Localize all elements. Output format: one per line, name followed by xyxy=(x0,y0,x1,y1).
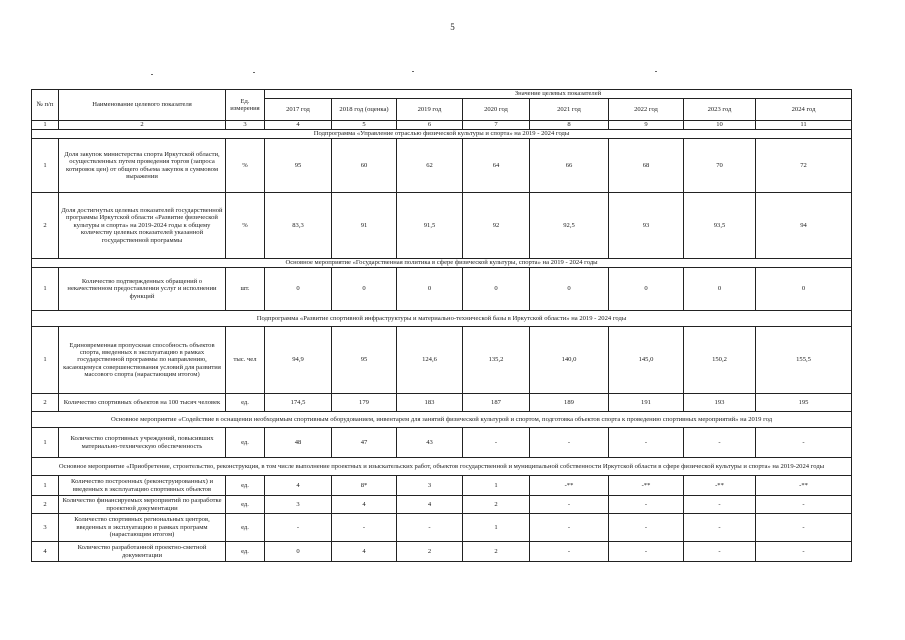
table-row xyxy=(32,193,852,259)
header-values-group: Значение целевых показателей xyxy=(265,90,852,99)
value-cell: - xyxy=(609,542,684,562)
value-cell: - xyxy=(756,496,852,514)
value-cell: 72 xyxy=(756,139,852,193)
indicators-table xyxy=(31,89,852,562)
value-cell: 191 xyxy=(609,394,684,412)
value-cell: 93,5 xyxy=(684,193,756,259)
value-cell: - xyxy=(609,514,684,542)
indicator-name: Количество построенных (реконструированных) и введенных в эксплуатацию спортивных объектов xyxy=(59,476,226,496)
table-row xyxy=(32,428,852,458)
value-cell: 155,5 xyxy=(756,327,852,394)
value-cell: 95 xyxy=(265,139,332,193)
value-cell: 70 xyxy=(684,139,756,193)
section-title: Основное мероприятие «Содействие в оснащении необходимым спортивным оборудованием, инвентарем для занятий физической культурой и спортом, подготовка объектов спорта к проведению спортивных мероприятий» на 2019 год xyxy=(32,412,852,428)
value-cell: 140,0 xyxy=(530,327,609,394)
value-cell: - xyxy=(756,514,852,542)
indicator-name: Количество спортивных учреждений, повысивших материально-техническую обеспеченность xyxy=(59,428,226,458)
unit: % xyxy=(226,193,265,259)
unit: шт. xyxy=(226,268,265,311)
value-cell: - xyxy=(609,428,684,458)
row-number: 4 xyxy=(32,542,59,562)
table-row xyxy=(32,514,852,542)
value-cell: 179 xyxy=(332,394,397,412)
value-cell: 2 xyxy=(463,496,530,514)
value-cell: 94 xyxy=(756,193,852,259)
value-cell: 93 xyxy=(609,193,684,259)
table-row xyxy=(32,327,852,394)
indicator-name: Количество финансируемых мероприятий по разработке проектной документации xyxy=(59,496,226,514)
value-cell: 183 xyxy=(397,394,463,412)
indicator-name: Количество подтвержденных обращений о некачественном предоставлении услуг и исполнении функций xyxy=(59,268,226,311)
value-cell: 91 xyxy=(332,193,397,259)
scan-speck xyxy=(151,74,153,75)
table-row xyxy=(32,496,852,514)
value-cell: 0 xyxy=(530,268,609,311)
value-cell: 0 xyxy=(397,268,463,311)
value-cell: 0 xyxy=(265,542,332,562)
value-cell: 2 xyxy=(463,542,530,562)
value-cell: - xyxy=(530,514,609,542)
value-cell: - xyxy=(530,496,609,514)
value-cell: 189 xyxy=(530,394,609,412)
value-cell: - xyxy=(684,542,756,562)
column-number: 8 xyxy=(530,121,609,130)
value-cell: 43 xyxy=(397,428,463,458)
indicator-name: Доля достигнутых целевых показателей государственной программы Иркутской области «Развитие физической культуры и спорта» на 2019-2024 годы к общему количеству целевых показателей указанной государственной программы xyxy=(59,193,226,259)
header-name: Наименование целевого показателя xyxy=(59,90,226,121)
indicator-name: Количество разработанной проектно-сметной документации xyxy=(59,542,226,562)
row-number: 1 xyxy=(32,268,59,311)
value-cell: 1 xyxy=(463,514,530,542)
value-cell: 92,5 xyxy=(530,193,609,259)
value-cell: 124,6 xyxy=(397,327,463,394)
value-cell: - xyxy=(530,542,609,562)
value-cell: - xyxy=(684,496,756,514)
value-cell: 60 xyxy=(332,139,397,193)
value-cell: 4 xyxy=(332,496,397,514)
value-cell: 150,2 xyxy=(684,327,756,394)
value-cell: 195 xyxy=(756,394,852,412)
row-number: 2 xyxy=(32,193,59,259)
value-cell: 0 xyxy=(463,268,530,311)
table-row xyxy=(32,542,852,562)
table-row xyxy=(32,476,852,496)
row-number: 3 xyxy=(32,514,59,542)
value-cell: -** xyxy=(684,476,756,496)
row-number: 2 xyxy=(32,496,59,514)
value-cell: 62 xyxy=(397,139,463,193)
column-number: 1 xyxy=(32,121,59,130)
column-number: 2 xyxy=(59,121,226,130)
unit: ед. xyxy=(226,394,265,412)
row-number: 1 xyxy=(32,327,59,394)
row-number: 1 xyxy=(32,476,59,496)
value-cell: 2 xyxy=(397,542,463,562)
scan-speck xyxy=(412,71,414,72)
indicator-name: Доля закупок министерства спорта Иркутской области, осуществленных путем проведения торгов (запроса котировок цен) от общего объема закупок в суммовом выражении xyxy=(59,139,226,193)
value-cell: 95 xyxy=(332,327,397,394)
value-cell: - xyxy=(684,428,756,458)
header-year: 2018 год (оценка) xyxy=(332,99,397,121)
column-number: 3 xyxy=(226,121,265,130)
column-number: 9 xyxy=(609,121,684,130)
value-cell: 3 xyxy=(265,496,332,514)
scan-speck xyxy=(253,72,255,73)
value-cell: 135,2 xyxy=(463,327,530,394)
value-cell: - xyxy=(530,428,609,458)
value-cell: 187 xyxy=(463,394,530,412)
value-cell: 48 xyxy=(265,428,332,458)
table-row xyxy=(32,139,852,193)
indicator-name: Количество спортивных объектов на 100 тысяч человек xyxy=(59,394,226,412)
value-cell: - xyxy=(265,514,332,542)
section-title: Основное мероприятие «Государственная политика в сфере физической культуры, спорта» на 2019 - 2024 годы xyxy=(32,259,852,268)
unit: ед. xyxy=(226,542,265,562)
value-cell: -** xyxy=(756,476,852,496)
column-number: 7 xyxy=(463,121,530,130)
value-cell: 0 xyxy=(265,268,332,311)
header-unit: Ед. измерения xyxy=(226,90,265,121)
value-cell: 83,3 xyxy=(265,193,332,259)
value-cell: 4 xyxy=(265,476,332,496)
value-cell: 92 xyxy=(463,193,530,259)
value-cell: 193 xyxy=(684,394,756,412)
column-number: 5 xyxy=(332,121,397,130)
header-year: 2017 год xyxy=(265,99,332,121)
value-cell: - xyxy=(684,514,756,542)
header-num: № п/п xyxy=(32,90,59,121)
column-number: 4 xyxy=(265,121,332,130)
section-title: Подпрограмма «Управление отраслью физической культуры и спорта» на 2019 - 2024 годы xyxy=(32,130,852,139)
unit: ед. xyxy=(226,496,265,514)
value-cell: 4 xyxy=(332,542,397,562)
table-row xyxy=(32,394,852,412)
value-cell: 3 xyxy=(397,476,463,496)
header-year: 2023 год xyxy=(684,99,756,121)
value-cell: 0 xyxy=(332,268,397,311)
value-cell: -** xyxy=(609,476,684,496)
column-number: 11 xyxy=(756,121,852,130)
value-cell: -** xyxy=(530,476,609,496)
indicator-name: Количество спортивных региональных центров, введенных в эксплуатацию в рамках программ (нарастающим итогом) xyxy=(59,514,226,542)
row-number: 1 xyxy=(32,139,59,193)
value-cell: 4 xyxy=(397,496,463,514)
value-cell: - xyxy=(756,542,852,562)
header-year: 2021 год xyxy=(530,99,609,121)
unit: тыс. чел xyxy=(226,327,265,394)
value-cell: - xyxy=(609,496,684,514)
section-title: Подпрограмма «Развитие спортивной инфраструктуры и материально-технической базы в Иркутской области» на 2019 - 2024 годы xyxy=(32,311,852,327)
unit: ед. xyxy=(226,476,265,496)
column-number: 6 xyxy=(397,121,463,130)
value-cell: - xyxy=(397,514,463,542)
section-title: Основное мероприятие «Приобретение, строительство, реконструкция, в том числе выполнение проектных и изыскательских работ, объектов государственной и муниципальной собственности Иркутской области в сфере физической культуры и спорта» на 2019-2024 годы xyxy=(32,458,852,476)
unit: ед. xyxy=(226,428,265,458)
unit: % xyxy=(226,139,265,193)
header-year: 2019 год xyxy=(397,99,463,121)
value-cell: 145,0 xyxy=(609,327,684,394)
value-cell: 0 xyxy=(684,268,756,311)
value-cell: 64 xyxy=(463,139,530,193)
header-year: 2024 год xyxy=(756,99,852,121)
value-cell: - xyxy=(463,428,530,458)
value-cell: - xyxy=(332,514,397,542)
value-cell: 66 xyxy=(530,139,609,193)
value-cell: 174,5 xyxy=(265,394,332,412)
value-cell: 1 xyxy=(463,476,530,496)
table-row xyxy=(32,268,852,311)
page-number: 5 xyxy=(450,22,455,32)
value-cell: 47 xyxy=(332,428,397,458)
header-year: 2022 год xyxy=(609,99,684,121)
value-cell: 0 xyxy=(609,268,684,311)
header-year: 2020 год xyxy=(463,99,530,121)
value-cell: 0 xyxy=(756,268,852,311)
unit: ед. xyxy=(226,514,265,542)
value-cell: 91,5 xyxy=(397,193,463,259)
value-cell: 68 xyxy=(609,139,684,193)
value-cell: 94,9 xyxy=(265,327,332,394)
scan-speck xyxy=(655,71,657,72)
value-cell: - xyxy=(756,428,852,458)
column-number: 10 xyxy=(684,121,756,130)
row-number: 1 xyxy=(32,428,59,458)
row-number: 2 xyxy=(32,394,59,412)
indicator-name: Единовременная пропускная способность объектов спорта, введенных в эксплуатацию в рамках государственной программы по направлению, касающемуся совершенствования условий для развития массового спорта (нарастающим итогом) xyxy=(59,327,226,394)
value-cell: 8* xyxy=(332,476,397,496)
